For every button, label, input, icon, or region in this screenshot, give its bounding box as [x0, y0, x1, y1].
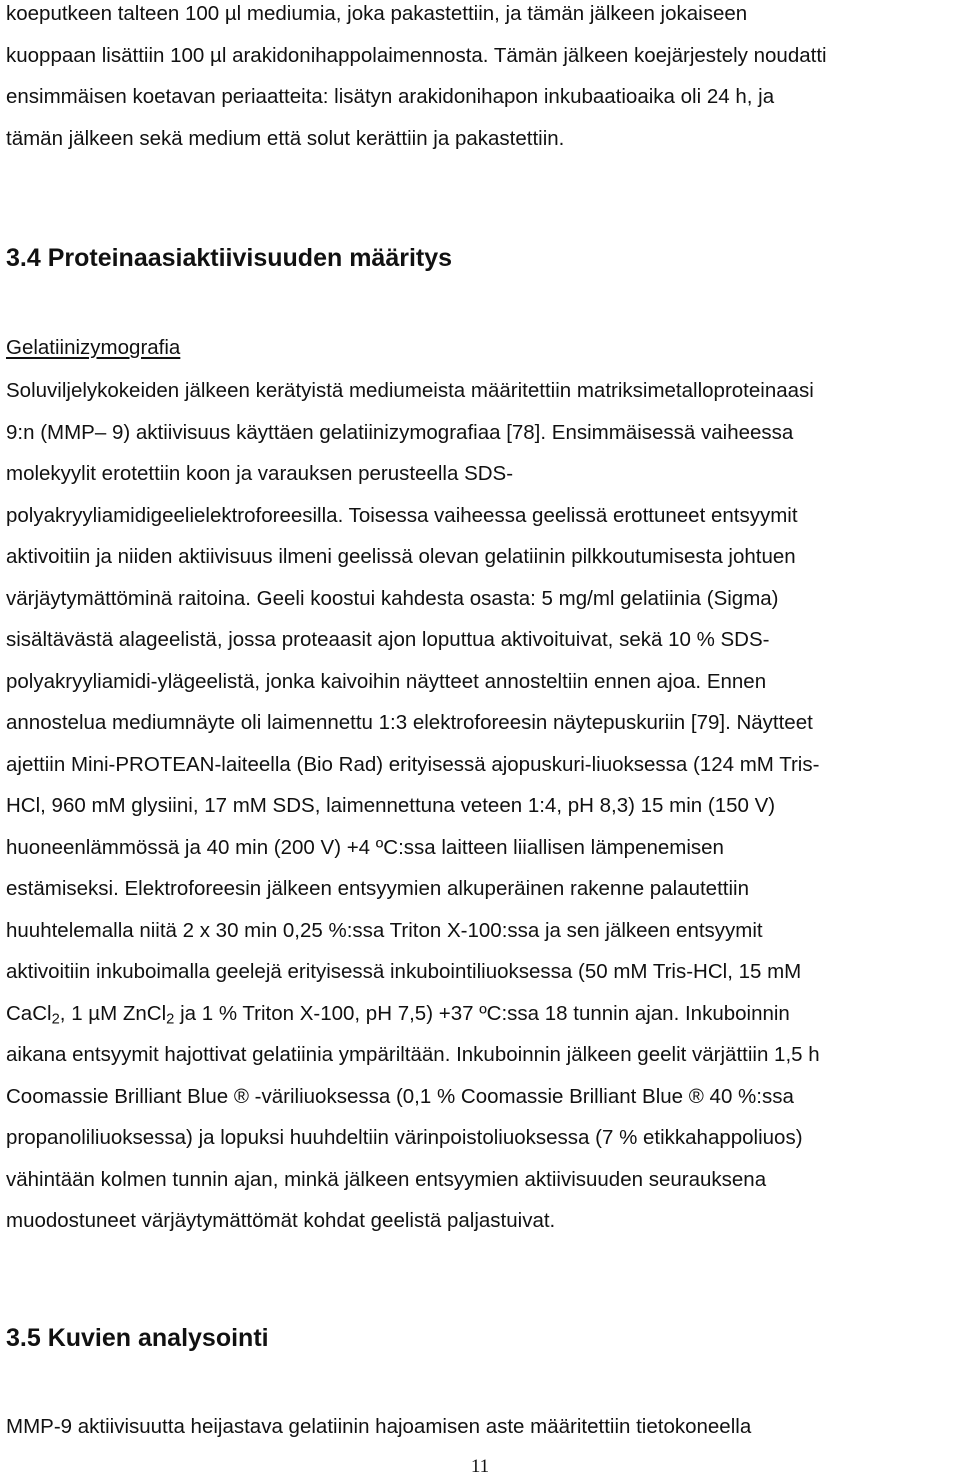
- text-line: muodostuneet värjäytymättömät kohdat geelistä paljastuivat.: [6, 1209, 556, 1232]
- text-line: värjäytymättöminä raitoina. Geeli koostui kahdesta osasta: 5 mg/ml gelatiinia (Sigma): [6, 586, 779, 610]
- text-line: MMP-9 aktiivisuutta heijastava gelatiinin hajoamisen aste määritettiin tietokoneella: [6, 1415, 752, 1438]
- subheading-gelatiinizymografia: Gelatiinizymografia: [6, 336, 181, 359]
- text-line: annostelua mediumnäyte oli laimennettu 1:3 elektroforeesin näytepuskuriin [79]. Näytteet: [6, 711, 813, 734]
- page-number: 11: [470, 1456, 490, 1477]
- paragraph-image-analysis: [6, 1406, 956, 1448]
- text-line: estämiseksi. Elektroforeesin jälkeen entsyymien alkuperäinen rakenne palautettiin: [6, 877, 749, 900]
- text-line: vähintään kolmen tunnin ajan, minkä jälkeen entsyymien aktiivisuuden seurauksena: [6, 1167, 767, 1191]
- text-line: aikana entsyymit hajottivat gelatiinia ympäriltään. Inkuboinnin jälkeen geelit värjättiin 1,5 h: [6, 1043, 820, 1066]
- text-line: Soluviljelykokeiden jälkeen kerätyistä mediumeista määritettiin matriksimetalloproteinaasi: [6, 379, 814, 402]
- text-line: polyakryyliamidi-ylägeelistä, jonka kaivoihin näytteet annosteltiin ennen ajoa. Ennen: [6, 669, 767, 693]
- text-segment: CaCl: [6, 1001, 52, 1025]
- text-line: ajettiin Mini-PROTEAN-laiteella (Bio Rad) erityisessä ajopuskuri-liuoksessa (124 mM Tris-: [6, 752, 820, 776]
- text-line: koeputkeen talteen 100 µl mediumia, joka pakastettiin, ja tämän jälkeen jokaiseen: [6, 2, 748, 25]
- text-line: tämän jälkeen sekä medium että solut kerättiin ja pakastettiin.: [6, 126, 565, 150]
- text-line: molekyylit erotettiin koon ja varauksen perusteella SDS-: [6, 462, 514, 485]
- text-line: aktivoitiin inkuboimalla geelejä erityisessä inkubointiliuoksessa (50 mM Tris-HCl, 15 mM: [6, 960, 802, 983]
- text-line-cacl: [6, 993, 956, 1035]
- text-segment: , 1 µM ZnCl: [59, 1001, 167, 1025]
- section-heading-3-4: 3.4 Proteinaasiaktiivisuuden määritys: [6, 244, 453, 272]
- text-line: ensimmäisen koetavan periaatteita: lisätyn arakidonihapon inkubaatioaika oli 24 h, ja: [6, 85, 775, 108]
- text-line: HCl, 960 mM glysiini, 17 mM SDS, laimennettuna veteen 1:4, pH 8,3) 15 min (150 V): [6, 794, 776, 817]
- text-line: Coomassie Brilliant Blue ® -väriliuoksessa (0,1 % Coomassie Brilliant Blue ® 40 %:ssa: [6, 1084, 794, 1108]
- subscript: 2: [51, 1011, 60, 1028]
- text-line: 9:n (MMP– 9) aktiivisuus käyttäen gelatiinizymografiaa [78]. Ensimmäisessä vaiheessa: [6, 420, 794, 444]
- text-line: huuhtelemalla niitä 2 x 30 min 0,25 %:ssa Triton X-100:ssa ja sen jälkeen entsyymit: [6, 918, 763, 942]
- section-heading-3-5: 3.5 Kuvien analysointi: [6, 1324, 269, 1352]
- text-line: sisältävästä alageelistä, jossa proteaasit ajon loputtua aktivoituivat, sekä 10 % SDS-: [6, 628, 770, 651]
- text-line: aktivoitiin ja niiden aktiivisuus ilmeni geelissä olevan gelatiinin pilkkoutumisesta johtuen: [6, 545, 796, 568]
- subscript: 2: [166, 1011, 175, 1028]
- paragraph-intro: [6, 0, 956, 159]
- text-segment: ja 1 % Triton X-100, pH 7,5) +37 ºC:ssa 18 tunnin ajan. Inkuboinnin: [174, 1001, 790, 1025]
- text-line: polyakryyliamidigeelielektroforeesilla. Toisessa vaiheessa geelissä erottuneet entsyymit: [6, 503, 798, 527]
- text-line: kuoppaan lisättiin 100 µl arakidonihappolaimennosta. Tämän jälkeen koejärjestely noudatti: [6, 43, 827, 67]
- text-line: propanoliliuoksessa) ja lopuksi huuhdeltiin värinpoistoliuoksessa (7 % etikkahappoliuos): [6, 1126, 803, 1149]
- paragraph-zymography: [6, 370, 956, 1242]
- text-line: huoneenlämmössä ja 40 min (200 V) +4 ºC:ssa laitteen liiallisen lämpenemisen: [6, 835, 724, 859]
